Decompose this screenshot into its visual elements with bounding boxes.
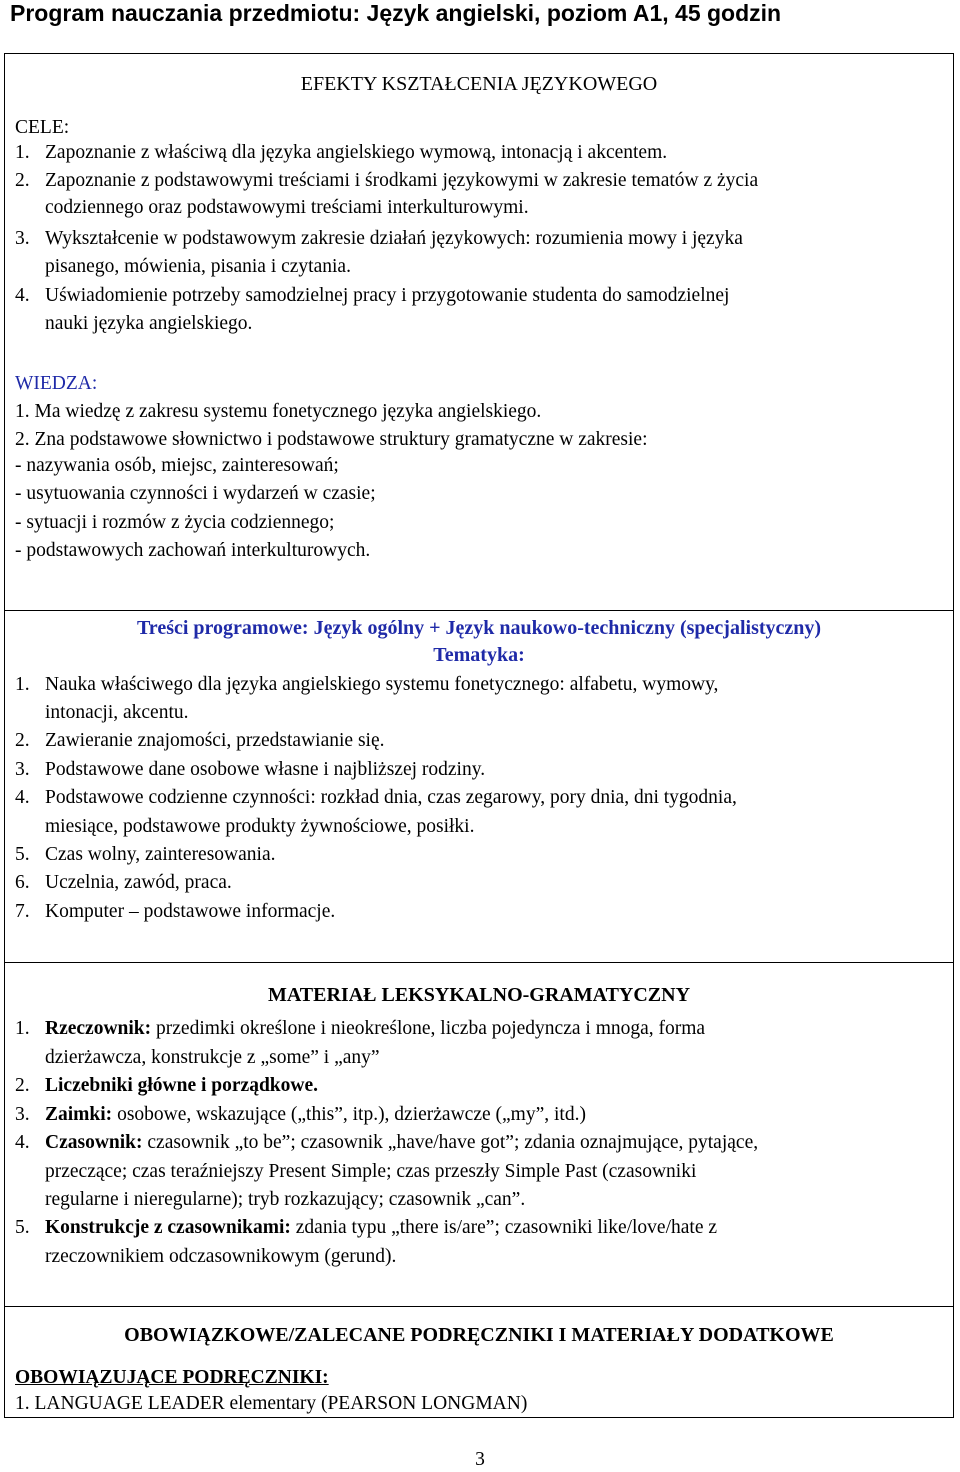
page-number: 3 <box>475 1449 485 1470</box>
cele-item-4: 4. Uświadomienie potrzeby samodzielnej pracy i przygotowanie studenta do samodzielnej <box>15 285 730 306</box>
lexical-grammar-section <box>4 962 954 1307</box>
grammar-item: 3. Zaimki: osobowe, wskazujące („this”, itp.), dzierżawcze („my”, itd.) <box>15 1104 586 1125</box>
cele-item-2: 2. Zapoznanie z podstawowymi treściami i środkami językowymi w zakresie tematów z życia <box>15 170 759 191</box>
wiedza-item: - usytuowania czynności i wydarzeń w czasie; <box>15 483 376 504</box>
cele-item-3-cont: pisanego, mówienia, pisania i czytania. <box>45 256 351 277</box>
wiedza-item: - sytuacji i rozmów z życia codziennego; <box>15 512 335 533</box>
wiedza-label: WIEDZA: <box>15 373 98 394</box>
section-heading: EFEKTY KSZTAŁCENIA JĘZYKOWEGO <box>300 73 658 95</box>
section-heading: OBOWIĄZKOWE/ZALECANE PODRĘCZNIKI I MATERIAŁY DODATKOWE <box>124 1324 834 1346</box>
textbooks-label: OBOWIĄZUJĄCE PODRĘCZNIKI: <box>15 1367 329 1388</box>
grammar-item-cont: rzeczownikiem odczasownikowym (gerund). <box>45 1246 397 1267</box>
topic-item: 7. Komputer – podstawowe informacje. <box>15 901 336 922</box>
wiedza-item: 1. Ma wiedzę z zakresu systemu fonetycznego języka angielskiego. <box>15 401 542 422</box>
topic-item: 5. Czas wolny, zainteresowania. <box>15 844 276 865</box>
learning-outcomes-section <box>4 53 954 611</box>
cele-label: CELE: <box>15 117 70 138</box>
topic-item: 4. Podstawowe codzienne czynności: rozkład dnia, czas zegarowy, pory dnia, dni tygodnia, <box>15 787 737 808</box>
grammar-item: 2. Liczebniki główne i porządkowe. <box>15 1075 319 1096</box>
topic-item: 2. Zawieranie znajomości, przedstawianie się. <box>15 730 385 751</box>
grammar-item: 5. Konstrukcje z czasownikami: zdania typu „there is/are”; czasowniki like/love/hate z <box>15 1217 718 1238</box>
grammar-item-cont: dzierżawcza, konstrukcje z „some” i „any” <box>45 1047 380 1068</box>
wiedza-item: 2. Zna podstawowe słownictwo i podstawowe struktury gramatyczne w zakresie: <box>15 429 648 450</box>
grammar-item: 4. Czasownik: czasownik „to be”; czasownik „have/have got”; zdania oznajmujące, pytające, <box>15 1132 759 1153</box>
wiedza-item: - podstawowych zachowań interkulturowych. <box>15 540 371 561</box>
textbooks-section <box>4 1306 954 1418</box>
wiedza-item: - nazywania osób, miejsc, zainteresowań; <box>15 455 339 476</box>
topic-item: 3. Podstawowe dane osobowe własne i najbliższej rodziny. <box>15 759 486 780</box>
page-title: Program nauczania przedmiotu: Język angielski, poziom A1, 45 godzin <box>10 0 782 26</box>
section-heading: Treści programowe: Język ogólny + Język naukowo-techniczny (specjalistyczny) <box>136 617 822 639</box>
topic-item: 1. Nauka właściwego dla języka angielskiego systemu fonetycznego: alfabetu, wymowy, <box>15 674 719 695</box>
topic-item-cont: miesiące, podstawowe produkty żywnościowe, posiłki. <box>45 816 475 837</box>
section-heading: MATERIAŁ LEKSYKALNO-GRAMATYCZNY <box>267 984 691 1006</box>
section-subheading: Tematyka: <box>433 644 525 666</box>
cele-item-1: 1. Zapoznanie z właściwą dla języka angielskiego wymową, intonacją i akcentem. <box>15 142 668 163</box>
topic-item: 6. Uczelnia, zawód, praca. <box>15 872 232 893</box>
cele-item-3: 3. Wykształcenie w podstawowym zakresie działań językowych: rozumienia mowy i języka <box>15 228 743 249</box>
topic-item-cont: intonacji, akcentu. <box>45 702 189 723</box>
cele-item-2-cont: codziennego oraz podstawowymi treściami interkulturowymi. <box>45 197 529 218</box>
grammar-item: 1. Rzeczownik: przedimki określone i nieokreślone, liczba pojedyncza i mnoga, forma <box>15 1018 706 1039</box>
grammar-item-cont: regularne i nieregularne); tryb rozkazujący; czasownik „can”. <box>45 1189 526 1210</box>
program-content-section <box>4 610 954 963</box>
cele-item-4-cont: nauki języka angielskiego. <box>45 313 253 334</box>
grammar-item-cont: przeczące; czas teraźniejszy Present Simple; czas przeszły Simple Past (czasowniki <box>45 1161 697 1182</box>
textbook-item: 1. LANGUAGE LEADER elementary (PEARSON LONGMAN) <box>15 1393 528 1414</box>
